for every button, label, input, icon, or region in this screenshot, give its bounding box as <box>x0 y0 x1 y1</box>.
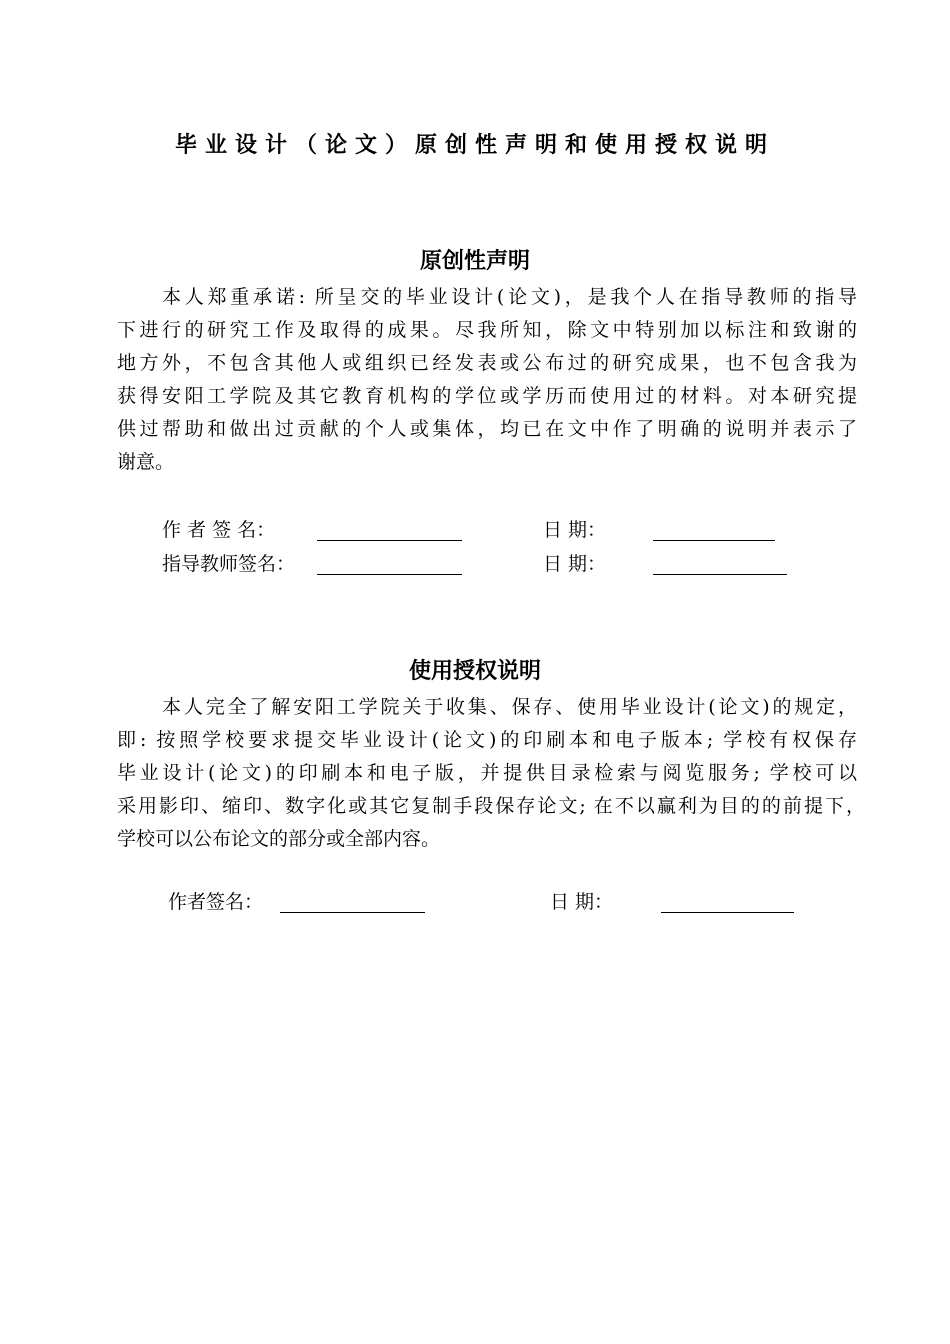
authorization-line-4: 采用影印、缩印、数字化或其它复制手段保存论文; 在不以赢利为目的的前提下， <box>117 795 865 817</box>
authorization-heading: 使用授权说明 <box>408 659 541 684</box>
originality-heading: 原创性声明 <box>419 249 530 274</box>
advisor-date-line[interactable] <box>653 574 787 575</box>
authorization-line-1: 本人完全了解安阳工学院关于收集、保存、使用毕业设计(论文)的规定， <box>162 696 857 718</box>
originality-line-3: 地方外，不包含其他人或组织已经发表或公布过的研究成果，也不包含我为 <box>117 352 857 374</box>
authorization-line-3: 毕业设计(论文)的印刷本和电子版，并提供目录检索与阅览服务; 学校可以 <box>117 762 857 784</box>
originality-line-6: 谢意。 <box>117 451 175 473</box>
advisor-signature-line[interactable] <box>317 574 462 575</box>
authorization-line-5: 学校可以公布论文的部分或全部内容。 <box>117 828 441 850</box>
originality-line-2: 下进行的研究工作及取得的成果。尽我所知，除文中特别加以标注和致谢的 <box>117 319 857 341</box>
author-signature-line[interactable] <box>317 540 462 541</box>
authorization-date-label: 日 期： <box>550 891 614 913</box>
advisor-date-label: 日 期： <box>543 553 607 575</box>
author-date-label: 日 期： <box>543 519 607 541</box>
page-title: 毕业设计（论文）原创性声明和使用授权说明 <box>174 133 775 158</box>
authorization-line-2: 即: 按照学校要求提交毕业设计(论文)的印刷本和电子版本; 学校有权保存 <box>117 729 857 751</box>
advisor-signature-label: 指导教师签名： <box>162 553 296 575</box>
author-date-line[interactable] <box>653 540 775 541</box>
authorization-date-line[interactable] <box>661 912 794 913</box>
authorization-author-signature-line[interactable] <box>280 912 425 913</box>
author-signature-label: 作 者 签 名： <box>162 519 276 541</box>
originality-line-5: 供过帮助和做出过贡献的个人或集体，均已在文中作了明确的说明并表示了 <box>117 418 857 440</box>
originality-line-4: 获得安阳工学院及其它教育机构的学位或学历而使用过的材料。对本研究提 <box>117 385 857 407</box>
authorization-author-signature-label: 作者签名： <box>168 891 264 913</box>
originality-line-1: 本人郑重承诺: 所呈交的毕业设计(论文)，是我个人在指导教师的指导 <box>162 286 857 308</box>
